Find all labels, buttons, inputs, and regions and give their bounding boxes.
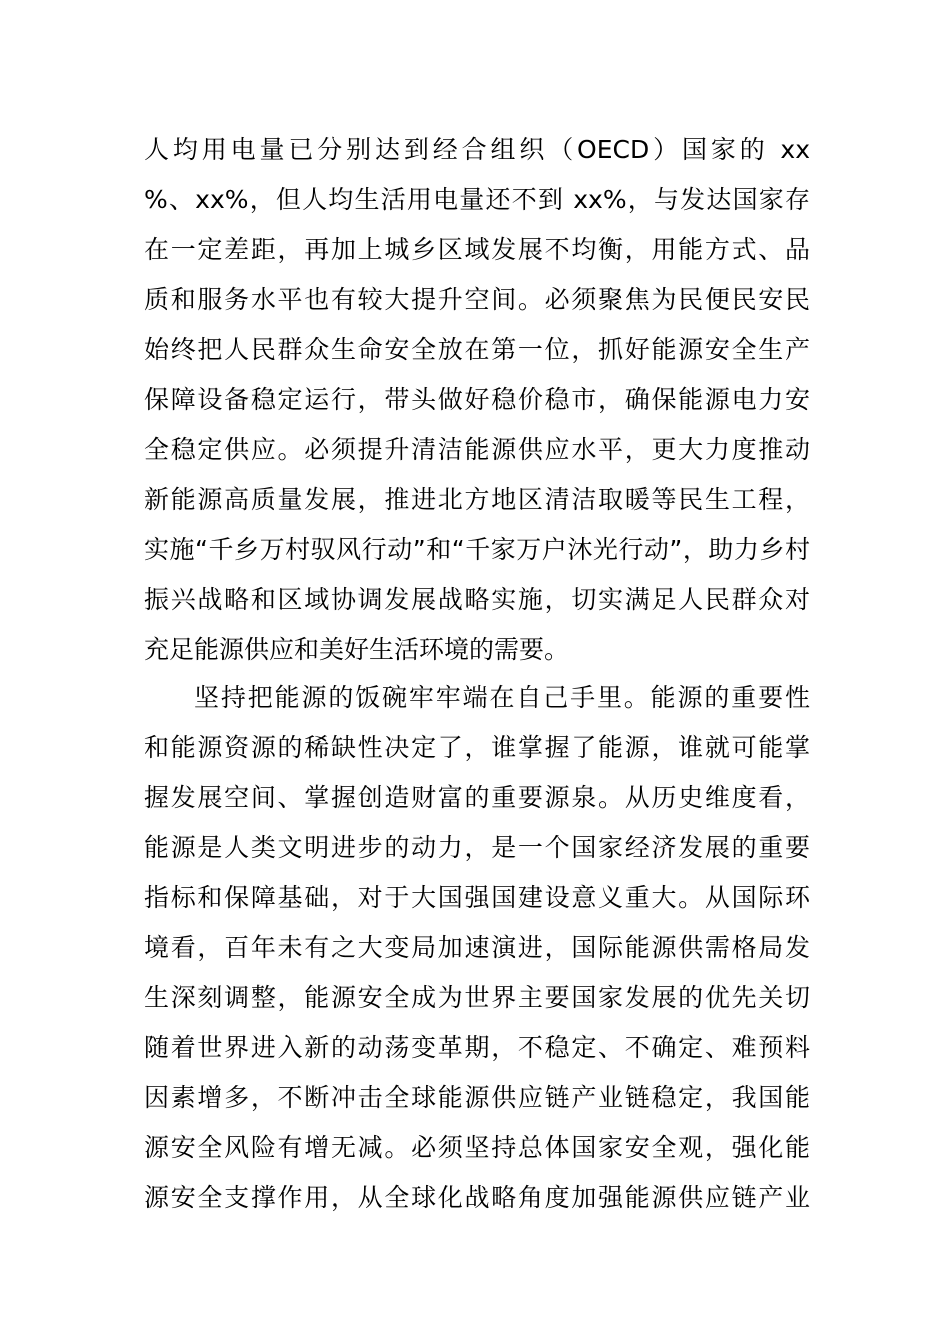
- paragraph-line: 实施“千乡万村驭风行动”和“千家万户沐光行动”，助力乡村: [144, 535, 810, 564]
- paragraph-line: %、xx%，但人均生活用电量还不到 xx%，与发达国家存: [144, 185, 810, 214]
- paragraph-line: 随着世界进入新的动荡变革期，不稳定、不确定、难预料: [144, 1033, 810, 1062]
- paragraph-line: 握发展空间、掌握创造财富的重要源泉。从历史维度看，: [144, 783, 810, 812]
- paragraph-line: 振兴战略和区域协调发展战略实施，切实满足人民群众对: [144, 585, 810, 614]
- paragraph-line: 始终把人民群众生命安全放在第一位，抓好能源安全生产: [144, 335, 810, 364]
- paragraph-line: 源安全支撑作用，从全球化战略角度加强能源供应链产业: [144, 1183, 810, 1212]
- paragraph-line: 坚持把能源的饭碗牢牢端在自己手里。能源的重要性: [194, 683, 810, 712]
- paragraph-line: 境看，百年未有之大变局加速演进，国际能源供需格局发: [144, 933, 810, 962]
- paragraph-line: 指标和保障基础，对于大国强国建设意义重大。从国际环: [144, 883, 810, 912]
- paragraph-line: 全稳定供应。必须提升清洁能源供应水平，更大力度推动: [144, 435, 810, 464]
- paragraph-line: 因素增多，不断冲击全球能源供应链产业链稳定，我国能: [144, 1083, 810, 1112]
- paragraph-line: 在一定差距，再加上城乡区域发展不均衡，用能方式、品: [144, 235, 810, 264]
- paragraph-line: 生深刻调整，能源安全成为世界主要国家发展的优先关切: [144, 983, 810, 1012]
- paragraph-line: 新能源高质量发展，推进北方地区清洁取暖等民生工程，: [144, 485, 810, 514]
- paragraph-line: 源安全风险有增无减。必须坚持总体国家安全观，强化能: [144, 1133, 810, 1162]
- paragraph-line: 质和服务水平也有较大提升空间。必须聚焦为民便民安民: [144, 285, 810, 314]
- paragraph-line: 人均用电量已分别达到经合组织（OECD）国家的 xx: [144, 135, 810, 164]
- paragraph-line: 和能源资源的稀缺性决定了，谁掌握了能源，谁就可能掌: [144, 733, 810, 762]
- paragraph-line: 能源是人类文明进步的动力，是一个国家经济发展的重要: [144, 833, 810, 862]
- paragraph-line: 保障设备稳定运行，带头做好稳价稳市，确保能源电力安: [144, 385, 810, 414]
- paragraph-line: 充足能源供应和美好生活环境的需要。: [144, 635, 570, 664]
